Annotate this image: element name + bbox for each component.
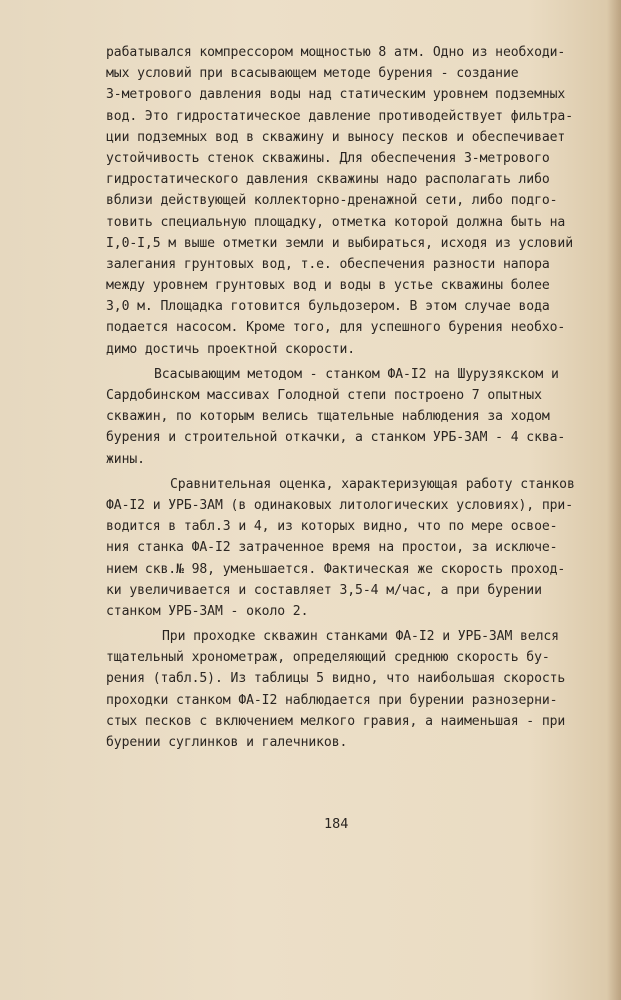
text-line: димо достичь проектной скорости. [106,341,356,357]
text-line: жины. [106,451,145,467]
text-line: ки увеличивается и составляет 3,5-4 м/час, а при бурении [106,582,542,598]
text-line: 3,0 м. Площадка готовится бульдозером. В этом случае вода [106,299,550,315]
text-line: ФА-I2 и УРБ-3АМ (в одинаковых литологических условиях), при- [106,497,573,513]
text-line: ции подземных вод в скважину и выносу песков и обеспечивает [106,129,566,145]
text-line: станком УРБ-3АМ - около 2. [106,603,309,619]
text-line: I,0-I,5 м выше отметки земли и выбираться, исходя из условий [106,235,573,251]
paragraph [106,474,596,622]
text-line: ния станка ФА-I2 затраченное время на простои, за исключе- [106,540,558,556]
body-text [106,42,596,753]
paragraph [106,626,596,753]
text-line: вод. Это гидростатическое давление противодействует фильтра- [106,108,573,124]
text-line: рабатывался компрессором мощностью 8 атм. Одно из необходи- [106,45,566,60]
text-line: Всасывающим методом - станком ФА-I2 на Шурузякском и [154,366,559,382]
text-line: При проходке скважин станками ФА-I2 и УРБ-3АМ велся [162,629,559,645]
paragraph [106,42,596,360]
paragraph [106,364,596,470]
text-line: 3-метрового давления воды над статическим уровнем подземных [106,87,566,103]
text-line: залегания грунтовых вод, т.е. обеспечения разности напора [106,256,550,272]
page-edge-shadow [607,0,621,1000]
text-line: скважин, по которым велись тщательные наблюдения за ходом [106,409,550,425]
text-line: устойчивость стенок скважины. Для обеспечения 3-метрового [106,150,550,166]
text-line: вблизи действующей коллекторно-дренажной сети, либо подго- [106,193,558,209]
text-line: стых песков с включением мелкого гравия, а наименьшая - при [106,713,566,729]
text-line: бурении суглинков и галечников. [106,735,348,750]
text-line: Сравнительная оценка, характеризующая работу станков [170,476,575,492]
text-line: проходки станком ФА-I2 наблюдается при бурении разнозерни- [106,692,558,708]
text-line: товить специальную площадку, отметка которой должна быть на [106,214,566,230]
text-line: подается насосом. Кроме того, для успешного бурения необхо- [106,320,566,336]
text-line: рения (табл.5). Из таблицы 5 видно, что наибольшая скорость [106,671,566,687]
text-line: Сардобинском массивах Голодной степи построено 7 опытных [106,388,542,403]
text-line: между уровнем грунтовых вод и воды в устье скважины более [106,278,550,294]
page-number: 184 [324,816,349,832]
text-line: тщательный хронометраж, определяющий среднюю скорость бу- [106,650,550,666]
text-line: гидростатического давления скважины надо располагать либо [106,172,550,188]
text-line: мых условий при всасывающем методе бурения - создание [106,66,519,82]
text-line: нием скв.№ 98, уменьшается. Фактическая же скорость проход- [106,561,566,577]
text-line: водится в табл.3 и 4, из которых видно, что по мере освое- [106,519,558,535]
text-line: бурения и строительной откачки, а станком УРБ-3АМ - 4 сква- [106,430,566,446]
